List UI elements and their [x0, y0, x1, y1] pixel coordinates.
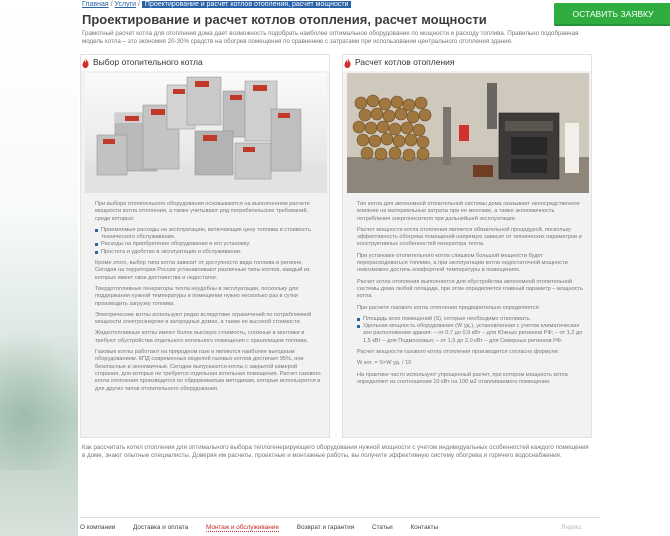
paragraph: Расчет мощности котла отопления является обязательной процедурой, поскольку эффективность обогрева помещений напрямую зависит от технических параметров и конструктивных особенностей генератора тепла. — [357, 226, 582, 248]
paragraph: Кроме этого, выбор типа котла зависит от доступности вида топлива в регионе. Сегодня на территории России устанавливают различные типы котлов, каждый из которых имеет свои достоинства и недостатки. — [95, 260, 310, 281]
breadcrumb-current: Проектирование и расчет котлов отопления, расчет мощности — [142, 1, 352, 8]
paragraph: Расчет мощности газового котла отопления производится согласно формуле: — [357, 349, 560, 356]
paragraph: Электрические котлы используют редко вследствие ограничений по потребляемой мощности электроэнергии в загородных домах, а также ее высокой стоимости. — [95, 311, 312, 326]
right-column-text — [357, 201, 585, 390]
paragraph: Расчет котла отопления выполняется для обустройства автономной отопительной системы дома любой площади, при этом определяется главный параметр – мощность котла. — [357, 278, 583, 300]
column-heading: Расчет котлов отопления — [355, 57, 455, 67]
list-item: Простота и удобство в эксплуатации и обслуживании. — [95, 249, 323, 256]
paragraph: При выборе отопительного оборудования основываются на выполненном расчете мощности котла отопления, а также учитывают ряд потребительских требований, среди которых: — [95, 201, 310, 222]
paragraph: Тип котла для автономной отопительной системы дома оказывает непосредственное влияние на материальные затраты при ее монтаже, а также экономичность потребления энергоносителя при дальнейшей эксплуатации. — [357, 201, 580, 222]
list-item: Приемлемые расходы на эксплуатацию, включающие цену топлива и стоимость технического обслуживания. — [95, 227, 323, 242]
paragraph: При расчете газового котла отопления предварительно определяется: — [357, 304, 541, 311]
list-item: Удельная мощность оборудования (W уд.), установленная с учетом климатических зон расположения здания: – от 0,7 до 0,9 кВт – для Южных регионов РФ; – от 1,2 до 1,5 кВт – для Подмосковья; – от 1,5 до 2,0 кВт – для Северных регионов РФ. — [357, 323, 585, 345]
page-title: Проектирование и расчет котлов отопления, расчет мощности — [82, 12, 487, 27]
breadcrumb-separator: / — [138, 1, 140, 8]
breadcrumb-home-link[interactable]: Главная — [82, 1, 109, 8]
parameters-list — [357, 316, 585, 345]
boiler-room-image — [347, 73, 589, 193]
leave-request-button[interactable]: ОСТАВИТЬ ЗАЯВКУ — [554, 3, 670, 26]
breadcrumb-separator: / — [110, 1, 113, 8]
footer-link-returns[interactable]: Возврат и гарантия — [296, 524, 355, 531]
bottom-text: Как рассчитать котел отопления для оптимального выбора теплогенерирующего оборудования нужной мощности с учетом индивидуальных особенностей каждого помещения в доме, знают опытные специалисты. Доверяя им расчеты, проектные и монтажные работы, вы получите эффективную систему обогрева и горячего водоснабжения. — [82, 444, 589, 459]
column-header — [81, 55, 329, 71]
footer-nav — [80, 524, 454, 531]
list-item: Расходы на приобретение оборудования и его установку. — [95, 241, 323, 248]
footer-link-about[interactable]: О компании — [80, 524, 116, 531]
paragraph: Газовые котлы работают на природном газе и являются наиболее выгодным оборудованием. КПД современных моделей газовых котлов достигает 95%, они безопасные и экономичные. Сегодни выпускаются котлы с закрытой камерой сгорания, для которых не требуется отдельная котельная помещения. Расчет газового котла отопления производится по обдержиматым методикам, которые используются и для других типов отопительного оборудования. — [95, 349, 321, 392]
footer-divider — [80, 517, 600, 518]
footer-link-articles[interactable]: Статьи — [371, 524, 393, 531]
flame-icon — [343, 58, 352, 68]
boiler-calculation-column — [342, 54, 592, 438]
footer-link-installation[interactable]: Монтаж и обслуживание — [205, 524, 279, 531]
formula: W кот. = S×W уд. / 10 — [357, 360, 412, 367]
requirements-list — [95, 227, 323, 256]
boiler-choice-column — [80, 54, 330, 438]
footer-link-contacts[interactable]: Контакты — [410, 524, 439, 531]
flame-icon — [81, 58, 90, 68]
left-decor-background — [0, 0, 78, 536]
column-header — [343, 55, 591, 71]
intro-text: Грамотный расчет котла для отопления дома дает возможность подобрать наиболее оптимальное оборудование по мощности и расходу топлива. Правильно подобранная модель котла – это экономия 20-30% средств на обогрев помещения по сравнению с затратами при использовании центрального отопления здания. — [82, 30, 579, 45]
paragraph: На практике часто используют упрощенный расчет, при котором мощность котла определяют из соотношения 10 кВт на 100 м2 отапливаемого помещения. — [357, 371, 568, 385]
footer-link-delivery[interactable]: Доставка и оплата — [133, 524, 189, 531]
breadcrumb — [82, 1, 351, 8]
boilers-image — [85, 73, 327, 193]
paragraph: При установке отопительного котла слишком большой мощности будет перерасходоваться топливо, а при эксплуатации котла недостаточной мощности невозможно достичь комфортной температуры в помещениях. — [357, 252, 568, 274]
boiler-room-illustration — [347, 73, 589, 193]
yandex-logo: Яндекс — [561, 524, 582, 531]
left-column-text — [95, 201, 323, 397]
column-heading: Выбор отопительного котла — [93, 57, 203, 67]
list-item: Площадь всех помещений (S), которые необходимо отапливать. — [357, 316, 585, 323]
paragraph: Твердотопливные генераторы тепла неудобны в эксплуатации, поскольку для поддержания нужной температуры в помещении нужно несколько раз в сутки производить загрузку топлива. — [95, 285, 299, 307]
breadcrumb-services-link[interactable]: Услуги — [114, 1, 137, 8]
boilers-illustration — [85, 73, 327, 193]
page-content — [78, 0, 654, 536]
paragraph: Жидкотопливные котлы имеют более высокую стоимость, сложные в монтаже и требуют обустройства отдельного котельного помещения с хранилищем топлива. — [95, 330, 308, 344]
